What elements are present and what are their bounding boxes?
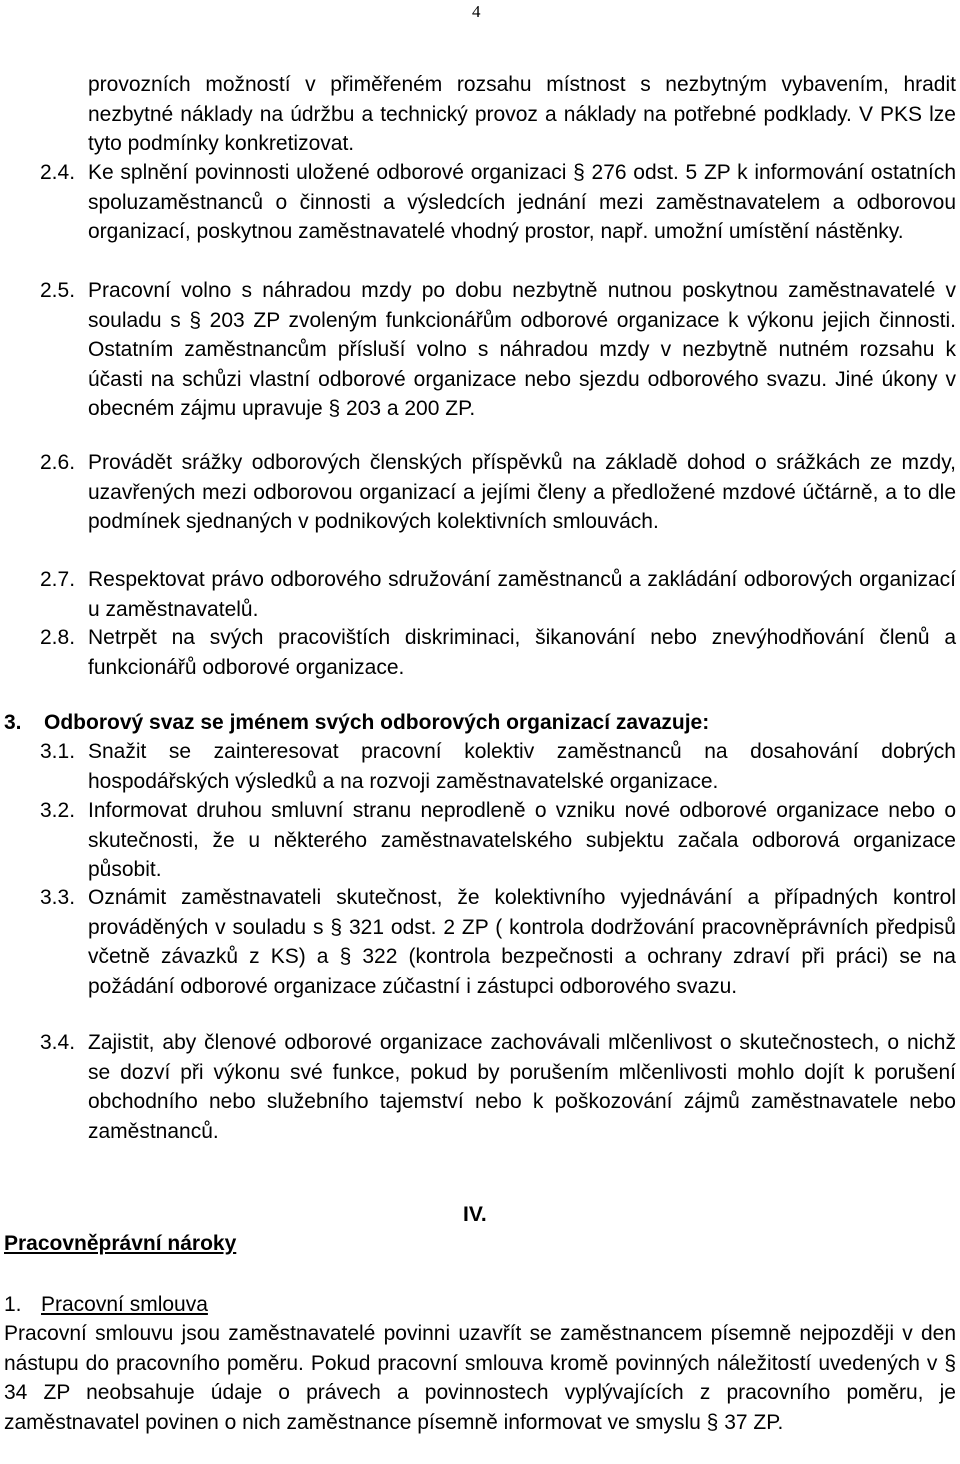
item-number: 3.4. (40, 1031, 76, 1054)
list-item-3-2 (40, 796, 956, 885)
part-title: Pracovněprávní nároky (4, 1232, 237, 1255)
item-text: Provádět srážky odborových členských příspěvků na základě dohod o srážkách ze mzdy, uzavřených mezi odborovou organizací a jejími členy a předložené mzdové účtárně, a to dle podmínek sjednaných v podnikových kolektivních smlouvách. (88, 451, 956, 533)
item-number: 3.3. (40, 886, 76, 909)
part-number: IV. (463, 1203, 487, 1226)
item-text: Informovat druhou smluvní stranu neprodleně o vzniku nové odborové organizace nebo o skutečnosti, že u některého zaměstnavatelského subjektu začala odborová organizace působit. (88, 799, 956, 881)
section-title: Odborový svaz se jménem svých odborových organizací zavazuje: (44, 711, 710, 734)
item-number: 2.7. (40, 568, 76, 591)
item-text: Respektovat právo odborového sdružování zaměstnanců a zakládání odborových organizací u zaměstnavatelů. (88, 568, 956, 621)
intro-paragraph: provozních možností v přiměřeném rozsahu místnost s nezbytným vybavením, hradit nezbytné náklady na údržbu a technický provoz a náklady na potřebné podklady. V PKS lze tyto podmínky konkretizovat. (88, 73, 956, 155)
list-item-3-4 (40, 1028, 956, 1146)
item-text: Zajistit, aby členové odborové organizace zachovávali mlčenlivost o skutečnostech, o nichž se dozví při výkonu své funkce, pokud by porušením mlčenlivosti mohlo dojít k porušení obchodního nebo služebního tajemství nebo k poškozování zájmů zaměstnavatele nebo zaměstnanců. (88, 1031, 956, 1143)
list-item-2-5 (40, 276, 956, 424)
section-number: 3. (4, 711, 22, 734)
subsection-title: Pracovní smlouva (41, 1293, 208, 1316)
item-text: Snažit se zainteresovat pracovní kolektiv zaměstnanců na dosahování dobrých hospodářských výsledků a na rozvoji zaměstnavatelské organizace. (88, 740, 956, 793)
body-paragraph: Pracovní smlouvu jsou zaměstnavatelé povinni uzavřít se zaměstnancem písemně nejpozději v den nástupu do pracovního poměru. Pokud pracovní smlouva kromě povinných náležitostí uvedených v § 34 ZP neobsahuje údaje o právech a povinnostech vyplývajících z pracovního poměru, je zaměstnavatel povinen o nich zaměstnance písemně informovat ve smyslu § 37 ZP. (4, 1322, 956, 1434)
list-item-2-8 (40, 623, 956, 682)
section-3-heading (4, 708, 709, 738)
list-item-2-6 (40, 448, 956, 537)
list-item-2-7 (40, 565, 956, 624)
item-number: 3.2. (40, 799, 76, 822)
list-item-3-1 (40, 737, 956, 796)
page-number: 4 (472, 2, 481, 21)
item-text: Netrpět na svých pracovištích diskriminaci, šikanování nebo znevýhodňování členů a funkcionářů odborové organizace. (88, 626, 956, 679)
item-text: Pracovní volno s náhradou mzdy po dobu nezbytně nutnou poskytnou zaměstnavatelé v souladu s § 203 ZP zvoleným funkcionářům odborové organizace k výkonu jejich činnosti. Ostatním zaměstnancům přísluší volno s náhradou mzdy v nezbytně nutném rozsahu k účasti na schůzi vlastní odborové organizace nebo sjezdu odborového svazu. Jiné úkony v obecném zájmu upravuje § 203 a 200 ZP. (88, 279, 956, 420)
item-number: 2.4. (40, 161, 76, 184)
item-text: Ke splnění povinnosti uložené odborové organizaci § 276 odst. 5 ZP k informování ostatních spoluzaměstnanců o činnosti a výsledcích jednání mezi zaměstnavatelem a odborovou organizací, poskytnou zaměstnavatelé vhodný prostor, např. umožní umístění nástěnky. (88, 161, 956, 243)
item-text: Oznámit zaměstnavateli skutečnost, že kolektivního vyjednávání a případných kontrol prováděných v souladu s § 321 odst. 2 ZP ( kontrola dodržování pracovněprávních předpisů včetně závazků z KS) a § 322 (kontrola bezpečnosti a ochrany zdraví při práci) se na požádání odborové organizace zúčastní i zástupci odborového svazu. (88, 886, 956, 998)
subsection-number: 1. (4, 1293, 22, 1316)
item-number: 2.5. (40, 279, 76, 302)
item-number: 3.1. (40, 740, 76, 763)
item-number: 2.6. (40, 451, 76, 474)
list-item-2-4 (40, 158, 956, 247)
item-number: 2.8. (40, 626, 76, 649)
list-item-3-3 (40, 883, 956, 1001)
